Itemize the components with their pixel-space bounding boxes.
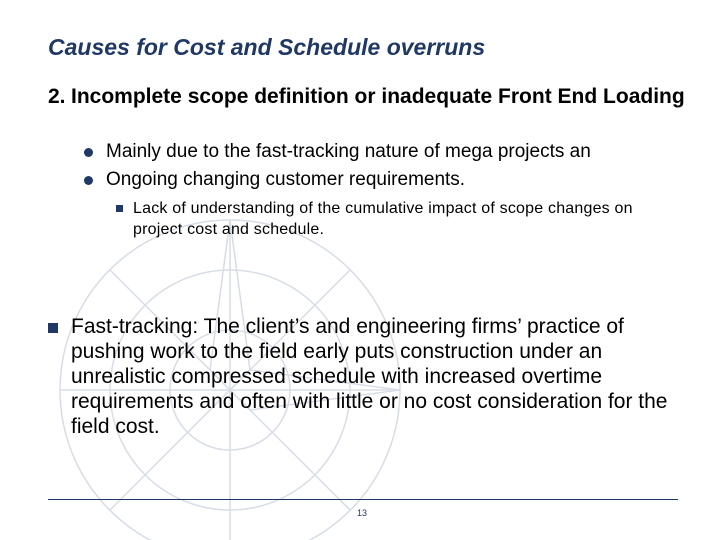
bullet-dot-icon xyxy=(84,148,93,157)
bullet-square-icon xyxy=(116,205,123,212)
slide-title: Causes for Cost and Schedule overruns xyxy=(48,34,486,60)
numbered-item xyxy=(48,84,688,110)
third-level-bullet xyxy=(116,198,676,240)
sub-bullet-text: Mainly due to the fast-tracking nature of mega projects an xyxy=(106,141,591,162)
main-bullet-text: Fast-tracking: The client’s and engineering firms’ practice of pushing work to the field early puts construction under an unrealistic compressed schedule with increased overtime requirements and often with little or no cost consideration for the field cost. xyxy=(71,315,668,438)
bullet-dot-icon xyxy=(84,176,93,185)
third-level-text: Lack of understanding of the cumulative impact of scope changes on project cost and schedule. xyxy=(133,200,633,238)
footer-divider xyxy=(48,499,678,500)
numbered-item-text: Incomplete scope definition or inadequate Front End Loading xyxy=(71,85,685,108)
page-number: 13 xyxy=(356,508,367,518)
sub-bullet-item xyxy=(84,138,684,166)
bullet-square-icon xyxy=(48,323,58,333)
sub-bullet-item xyxy=(84,166,684,194)
sub-bullet-list xyxy=(84,138,684,194)
item-number: 2. xyxy=(48,85,66,108)
sub-bullet-text: Ongoing changing customer requirements. xyxy=(106,169,466,190)
main-bullet xyxy=(48,314,688,439)
